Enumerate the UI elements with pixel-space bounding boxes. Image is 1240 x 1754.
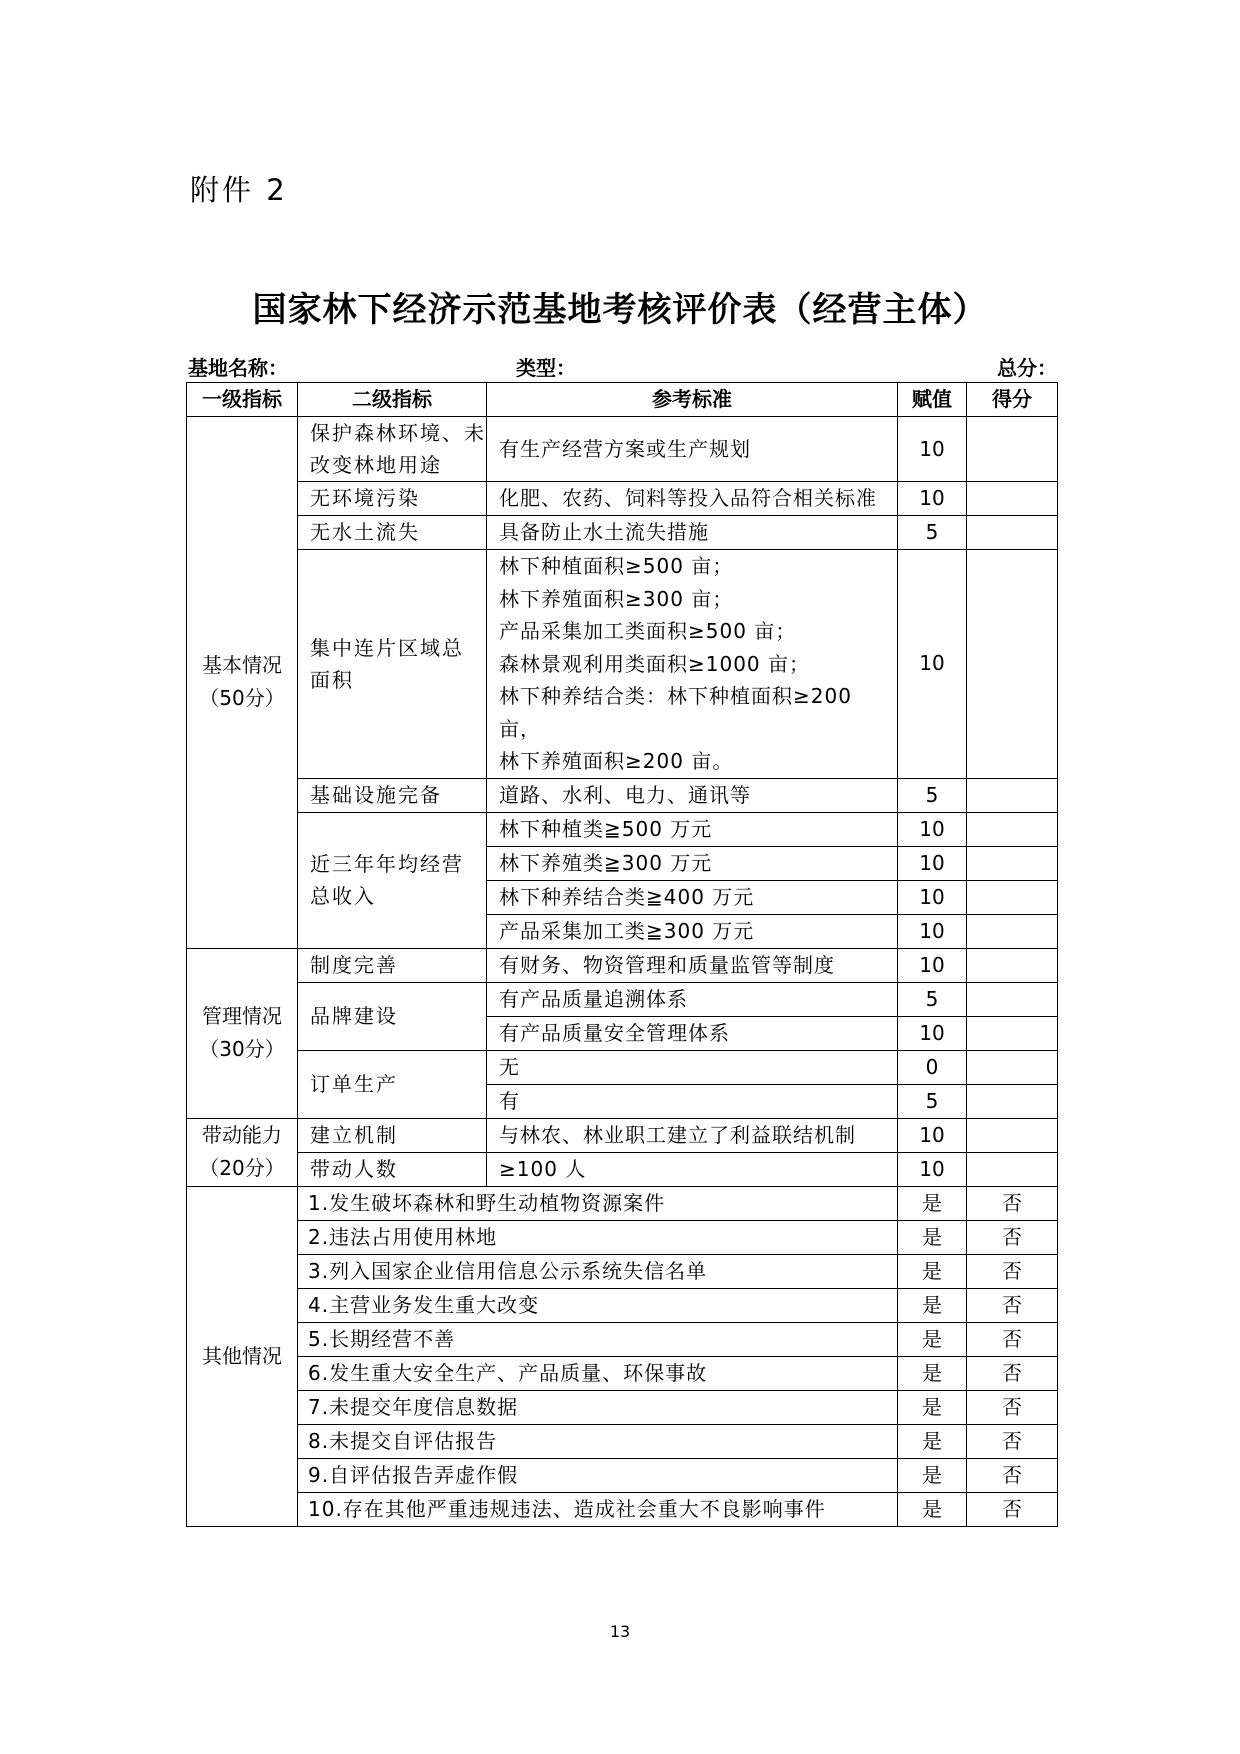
section-basic <box>187 417 298 949</box>
standard-line: 林下种养结合类：林下种植面积≥200 亩， <box>499 684 852 741</box>
value-cell: 10 <box>898 880 967 914</box>
level2-cell: 订单生产 <box>298 1050 487 1118</box>
no-option[interactable]: 否 <box>967 1186 1058 1220</box>
table-row <box>187 812 1058 846</box>
standard-cell: ≥100 人 <box>487 1152 898 1186</box>
table-row <box>187 1118 1058 1152</box>
level2-cell: 无环境污染 <box>298 482 487 516</box>
no-option[interactable]: 否 <box>967 1288 1058 1322</box>
standard-cell: 道路、水利、电力、通讯等 <box>487 778 898 812</box>
level2-line: 近三年年均经营 <box>310 852 464 876</box>
value-cell: 10 <box>898 1152 967 1186</box>
yes-option[interactable]: 是 <box>898 1220 967 1254</box>
yes-option[interactable]: 是 <box>898 1424 967 1458</box>
standard-cell: 有生产经营方案或生产规划 <box>487 417 898 482</box>
table-row <box>187 778 1058 812</box>
table-row <box>187 1254 1058 1288</box>
standard-line: 林下种植面积≥500 亩； <box>499 554 734 578</box>
other-item: 5.长期经营不善 <box>298 1322 898 1356</box>
section-other: 其他情况 <box>187 1186 298 1526</box>
header-level2: 二级指标 <box>298 383 487 417</box>
standard-line: 产品采集加工类面积≥500 亩； <box>499 619 797 643</box>
table-row <box>187 1458 1058 1492</box>
level2-cell: 无水土流失 <box>298 516 487 550</box>
other-item: 4.主营业务发生重大改变 <box>298 1288 898 1322</box>
score-cell[interactable] <box>967 778 1058 812</box>
other-item: 7.未提交年度信息数据 <box>298 1390 898 1424</box>
level2-cell: 带动人数 <box>298 1152 487 1186</box>
value-cell: 10 <box>898 417 967 482</box>
table-row <box>187 1356 1058 1390</box>
table-row <box>187 1050 1058 1084</box>
yes-option[interactable]: 是 <box>898 1492 967 1526</box>
other-item: 1.发生破坏森林和野生动植物资源案件 <box>298 1186 898 1220</box>
value-cell: 10 <box>898 550 967 779</box>
document-title: 国家林下经济示范基地考核评价表（经营主体） <box>252 290 988 330</box>
value-cell: 5 <box>898 778 967 812</box>
level2-line: 总收入 <box>310 884 376 908</box>
base-name-label: 基地名称： <box>188 356 288 380</box>
yes-option[interactable]: 是 <box>898 1288 967 1322</box>
standard-cell: 林下养殖类≧300 万元 <box>487 846 898 880</box>
score-cell[interactable] <box>967 417 1058 482</box>
section-management <box>187 948 298 1118</box>
score-cell[interactable] <box>967 482 1058 516</box>
standard-line: 林下养殖面积≥200 亩。 <box>499 749 734 773</box>
level2-line: 改变林地用途 <box>310 453 442 477</box>
other-item: 10.存在其他严重违规违法、造成社会重大不良影响事件 <box>298 1492 898 1526</box>
score-cell[interactable] <box>967 1016 1058 1050</box>
yes-option[interactable]: 是 <box>898 1186 967 1220</box>
yes-option[interactable]: 是 <box>898 1458 967 1492</box>
value-cell: 5 <box>898 516 967 550</box>
level2-cell: 基础设施完备 <box>298 778 487 812</box>
value-cell: 10 <box>898 948 967 982</box>
value-cell: 10 <box>898 482 967 516</box>
level2-cell <box>298 550 487 779</box>
level2-cell <box>298 417 487 482</box>
evaluation-table <box>186 382 1058 1527</box>
header-standard: 参考标准 <box>487 383 898 417</box>
value-cell: 5 <box>898 1084 967 1118</box>
section-drive-score: （20分） <box>199 1156 285 1180</box>
table-row <box>187 417 1058 482</box>
no-option[interactable]: 否 <box>967 1424 1058 1458</box>
score-cell[interactable] <box>967 550 1058 779</box>
table-row <box>187 550 1058 779</box>
value-cell: 0 <box>898 1050 967 1084</box>
no-option[interactable]: 否 <box>967 1458 1058 1492</box>
table-row <box>187 1492 1058 1526</box>
other-item: 3.列入国家企业信用信息公示系统失信名单 <box>298 1254 898 1288</box>
value-cell: 5 <box>898 982 967 1016</box>
standard-cell: 有产品质量追溯体系 <box>487 982 898 1016</box>
no-option[interactable]: 否 <box>967 1254 1058 1288</box>
other-item: 6.发生重大安全生产、产品质量、环保事故 <box>298 1356 898 1390</box>
header-level1: 一级指标 <box>187 383 298 417</box>
standard-cell: 产品采集加工类≧300 万元 <box>487 914 898 948</box>
table-row <box>187 1186 1058 1220</box>
level2-line: 面积 <box>310 667 354 692</box>
table-row <box>187 1424 1058 1458</box>
no-option[interactable]: 否 <box>967 1356 1058 1390</box>
attachment-label: 附件 2 <box>190 173 288 207</box>
score-cell[interactable] <box>967 982 1058 1016</box>
standard-line: 森林景观利用类面积≥1000 亩； <box>499 651 811 676</box>
value-cell: 10 <box>898 1016 967 1050</box>
type-label: 类型： <box>516 356 576 380</box>
other-item: 2.违法占用使用林地 <box>298 1220 898 1254</box>
table-row <box>187 1220 1058 1254</box>
score-cell[interactable] <box>967 812 1058 846</box>
score-cell[interactable] <box>967 914 1058 948</box>
section-drive-label: 带动能力 <box>202 1123 282 1147</box>
value-cell: 10 <box>898 914 967 948</box>
table-row <box>187 482 1058 516</box>
standard-line: 林下养殖面积≥300 亩； <box>499 586 734 611</box>
table-row <box>187 1322 1058 1356</box>
header-score: 得分 <box>967 383 1058 417</box>
score-cell[interactable] <box>967 516 1058 550</box>
value-cell: 10 <box>898 846 967 880</box>
table-row <box>187 948 1058 982</box>
value-cell: 10 <box>898 812 967 846</box>
section-management-label: 管理情况 <box>202 1004 282 1028</box>
score-cell[interactable] <box>967 948 1058 982</box>
standard-cell: 与林农、林业职工建立了利益联结机制 <box>487 1118 898 1152</box>
header-value: 赋值 <box>898 383 967 417</box>
yes-option[interactable]: 是 <box>898 1254 967 1288</box>
section-drive <box>187 1118 298 1186</box>
score-cell[interactable] <box>967 1050 1058 1084</box>
table-row <box>187 982 1058 1016</box>
total-score-label: 总分： <box>997 356 1057 380</box>
no-option[interactable]: 否 <box>967 1492 1058 1526</box>
level2-cell: 建立机制 <box>298 1118 487 1152</box>
header-row <box>187 383 1058 417</box>
score-cell[interactable] <box>967 880 1058 914</box>
level2-cell: 制度完善 <box>298 948 487 982</box>
value-cell: 10 <box>898 1118 967 1152</box>
standard-cell: 林下种养结合类≧400 万元 <box>487 880 898 914</box>
yes-option[interactable]: 是 <box>898 1356 967 1390</box>
standard-cell <box>487 550 898 779</box>
standard-cell: 化肥、农药、饲料等投入品符合相关标准 <box>487 482 898 516</box>
score-cell[interactable] <box>967 1152 1058 1186</box>
score-cell[interactable] <box>967 846 1058 880</box>
section-management-score: （30分） <box>199 1037 285 1061</box>
standard-cell: 林下种植类≧500 万元 <box>487 812 898 846</box>
level2-line: 保护森林环境、未 <box>310 421 486 445</box>
page-number: 13 <box>609 1622 631 1641</box>
other-item: 9.自评估报告弄虚作假 <box>298 1458 898 1492</box>
section-basic-label: 基本情况 <box>202 653 282 678</box>
score-cell[interactable] <box>967 1084 1058 1118</box>
section-basic-score: （50分） <box>199 686 285 711</box>
table-row <box>187 516 1058 550</box>
no-option[interactable]: 否 <box>967 1322 1058 1356</box>
no-option[interactable]: 否 <box>967 1220 1058 1254</box>
table-row <box>187 1288 1058 1322</box>
standard-cell: 具备防止水土流失措施 <box>487 516 898 550</box>
table-row <box>187 1152 1058 1186</box>
standard-cell: 有产品质量安全管理体系 <box>487 1016 898 1050</box>
no-option[interactable]: 否 <box>967 1390 1058 1424</box>
standard-cell: 有财务、物资管理和质量监管等制度 <box>487 948 898 982</box>
yes-option[interactable]: 是 <box>898 1322 967 1356</box>
standard-cell: 无 <box>487 1050 898 1084</box>
yes-option[interactable]: 是 <box>898 1390 967 1424</box>
standard-cell: 有 <box>487 1084 898 1118</box>
other-item: 8.未提交自评估报告 <box>298 1424 898 1458</box>
score-cell[interactable] <box>967 1118 1058 1152</box>
form-info-line <box>186 352 1057 380</box>
table-row <box>187 1390 1058 1424</box>
level2-line: 集中连片区域总 <box>310 635 464 660</box>
level2-cell: 品牌建设 <box>298 982 487 1050</box>
level2-cell <box>298 812 487 948</box>
